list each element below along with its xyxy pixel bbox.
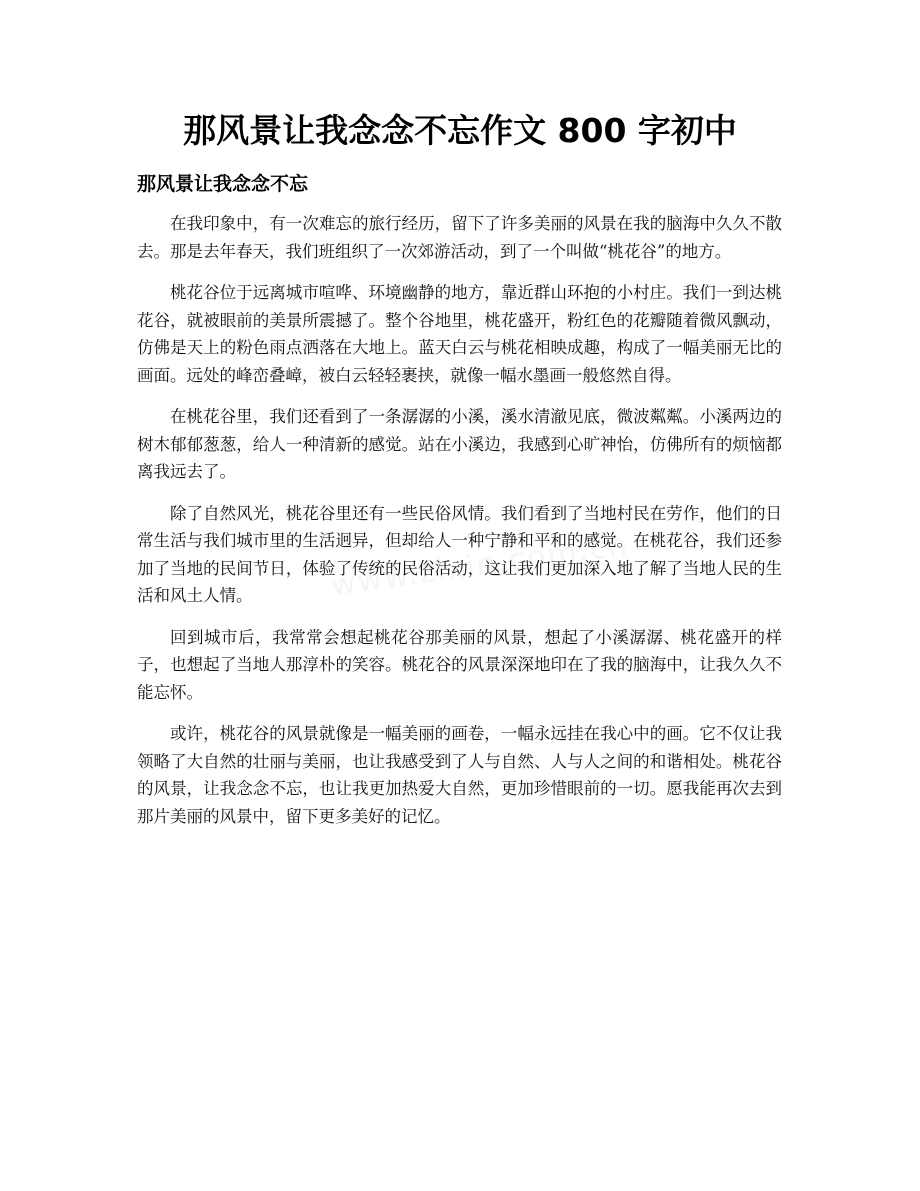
paragraph: 在桃花谷里，我们还看到了一条潺潺的小溪，溪水清澈见底，微波粼粼。小溪两边的树木郁郁葱葱，给人一种清新的感觉。站在小溪边，我感到心旷神怡，仿佛所有的烦恼都离我远去了。	[137, 407, 782, 481]
paragraph: 除了自然风光，桃花谷里还有一些民俗风情。我们看到了当地村民在劳作，他们的日常生活与我们城市里的生活迥异，但却给人一种宁静和平和的感觉。在桃花谷，我们还参加了当地的民间节日，体验了传统的民俗活动，这让我们更加深入地了解了当地人民的生活和风土人情。	[137, 503, 782, 605]
document-title: 那风景让我念念不忘作文 800 字初中	[183, 111, 737, 150]
paragraph: 桃花谷位于远离城市喧哗、环境幽静的地方，靠近群山环抱的小村庄。我们一到达桃花谷，就被眼前的美景所震撼了。整个谷地里，桃花盛开，粉红色的花瓣随着微风飘动，仿佛是天上的粉色雨点洒落在大地上。蓝天白云与桃花相映成趣，构成了一幅美丽无比的画面。远处的峰峦叠嶂，被白云轻轻裹挟，就像一幅水墨画一般悠然自得。	[137, 283, 782, 385]
section-heading: 那风景让我念念不忘	[137, 173, 309, 195]
paragraph: 回到城市后，我常常会想起桃花谷那美丽的风景，想起了小溪潺潺、桃花盛开的样子，也想起了当地人那淳朴的笑容。桃花谷的风景深深地印在了我的脑海中，让我久久不能忘怀。	[137, 627, 782, 702]
paragraph: 或许，桃花谷的风景就像是一幅美丽的画卷，一幅永远挂在我心中的画。它不仅让我领略了大自然的壮丽与美丽，也让我感受到了人与自然、人与人之间的和谐相处。桃花谷的风景，让我念念不忘，也让我更加热爱大自然，更加珍惜眼前的一切。愿我能再次去到那片美丽的风景中，留下更多美好的记忆。	[137, 724, 782, 826]
article-body	[137, 210, 782, 844]
paragraph: 在我印象中，有一次难忘的旅行经历，留下了许多美丽的风景在我的脑海中久久不散去。那是去年春天，我们班组织了一次郊游活动，到了一个叫做“桃花谷”的地方。	[137, 214, 782, 261]
